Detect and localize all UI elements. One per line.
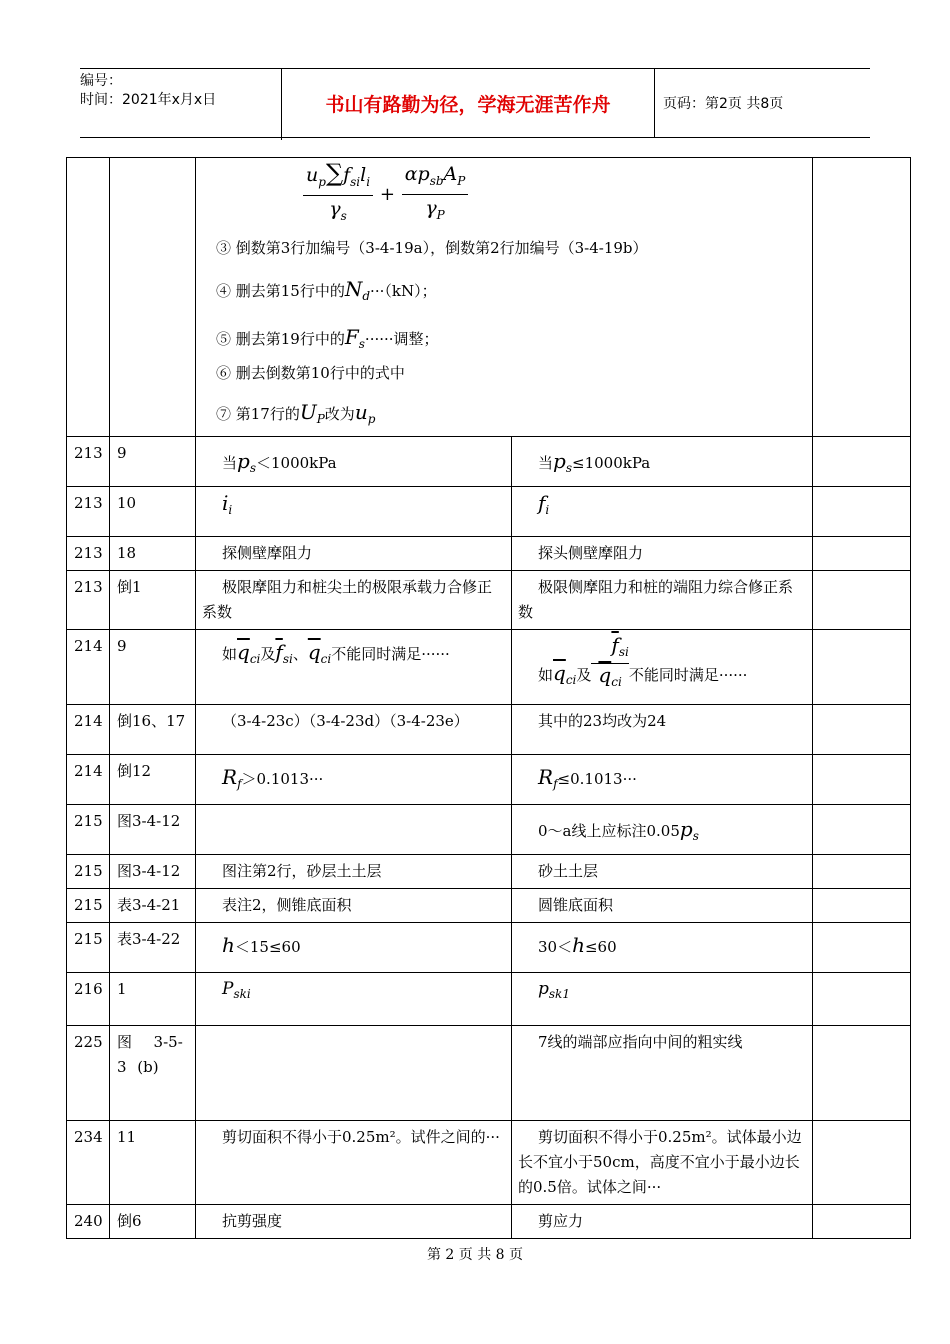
time-label: 时间：2021年x月x日 [80, 92, 217, 108]
table-row: 213 9 当$p_s<1000kPa$ 当$p_s\le 1000kPa$ [67, 437, 911, 487]
page-header [80, 68, 870, 138]
errata-table [66, 157, 911, 1239]
table-row: 234 11 剪切面积不得小于0.25m²。试件之间的··· 剪切面积不得小于0.25m²。试体最小边长不宜小于50cm，高度不宜小于最小边长的0.5倍。试体之间··· [67, 1121, 911, 1205]
table-row: 225 图 3-5-3 (b) 7线的端部应指向中间的粗实线 [67, 1026, 911, 1121]
item-6: ⑥ 删去倒数第10行中的式中 [216, 364, 405, 382]
item-3: ③ 倒数第3行加编号（3-4-19a），倒数第2行加编号（3-4-19b） [216, 239, 648, 257]
table-row: 215 表3-4-21 表注2，侧锥底面积 圆锥底面积 [67, 889, 911, 923]
table-row: 215 表3-4-22 h＜15≤60 30＜h≤60 [67, 923, 911, 973]
table-row: 214 倒12 $R_f>0.1013\cdot\cdot\cdot$ $R_f\le 0.1013\cdot\cdot\cdot$ [67, 755, 911, 805]
item-7: ⑦ 第17行的$U_P$改为$u_p$ [216, 400, 376, 426]
table-row: 215 图3-4-12 0～a线上应标注$0.05p_s$ [67, 805, 911, 855]
page-footer: 第 2 页 共 8 页 [426, 1247, 524, 1263]
formula: $\frac{u_p\sum f_{si}l_i}{\gamma_s}$ + $\frac{\alpha p_{sb}A_P}{\gamma_P}$ [301, 160, 806, 222]
fraction: $\overline{f}_{si}$ $\overline{q}_{ci}$ [591, 634, 628, 693]
header-meta [80, 69, 282, 140]
table-row: 213 18 探侧壁摩阻力 探头侧壁摩阻力 [67, 537, 911, 571]
number-label: 编号： [80, 73, 122, 89]
table-row: 213 10 $i_i$ $f_i$ [67, 487, 911, 537]
header-page-label: 页码：第2页 共8页 [663, 96, 784, 112]
table-row: 213 倒1 极限摩阻力和桩尖土的极限承载力合修正系数 极限侧摩阻力和桩的端阻力综合修正系数 [67, 571, 911, 630]
table-row: 216 1 $P_{ski}$ $p_{sk1}$ [67, 973, 911, 1026]
item-5: ⑤ 删去第19行中的$F_s\cdot\cdot\cdot\cdot\cdot\cdot$调整； [216, 325, 439, 351]
formula-fraction-2: $\frac{\alpha p_{sb}A_P}{\gamma_P}$ [402, 161, 469, 228]
table-row [67, 158, 911, 437]
table-row: 214 倒16、17 （3-4-23c）（3-4-23d）（3-4-23e） 其中的23均改为24 [67, 705, 911, 755]
item-4: ④ 删去第15行中的$N_d\cdot\cdot\cdot(kN)$； [216, 277, 437, 303]
table-row: 214 9 如$\overline{q}_{ci}$及$\overline{f}_{si}$、$\overline{q}_{ci}$不能同时满足······ 如$\overline{q}_{ci}$及 $\overline{f}_{si}$ $\overline{q}_{ci}$ 不能同时满足······ [67, 630, 911, 705]
header-motto: 书山有路勤为径，学海无涯苦作舟 [282, 69, 655, 137]
table-row: 215 图3-4-12 图注第2行，砂层土土层 砂土土层 [67, 855, 911, 889]
multi-item-cell [196, 158, 813, 437]
formula-fraction-1: $\frac{u_p\sum f_{si}l_i}{\gamma_s}$ [303, 160, 373, 229]
table-row: 240 倒6 抗剪强度 剪应力 [67, 1205, 911, 1239]
